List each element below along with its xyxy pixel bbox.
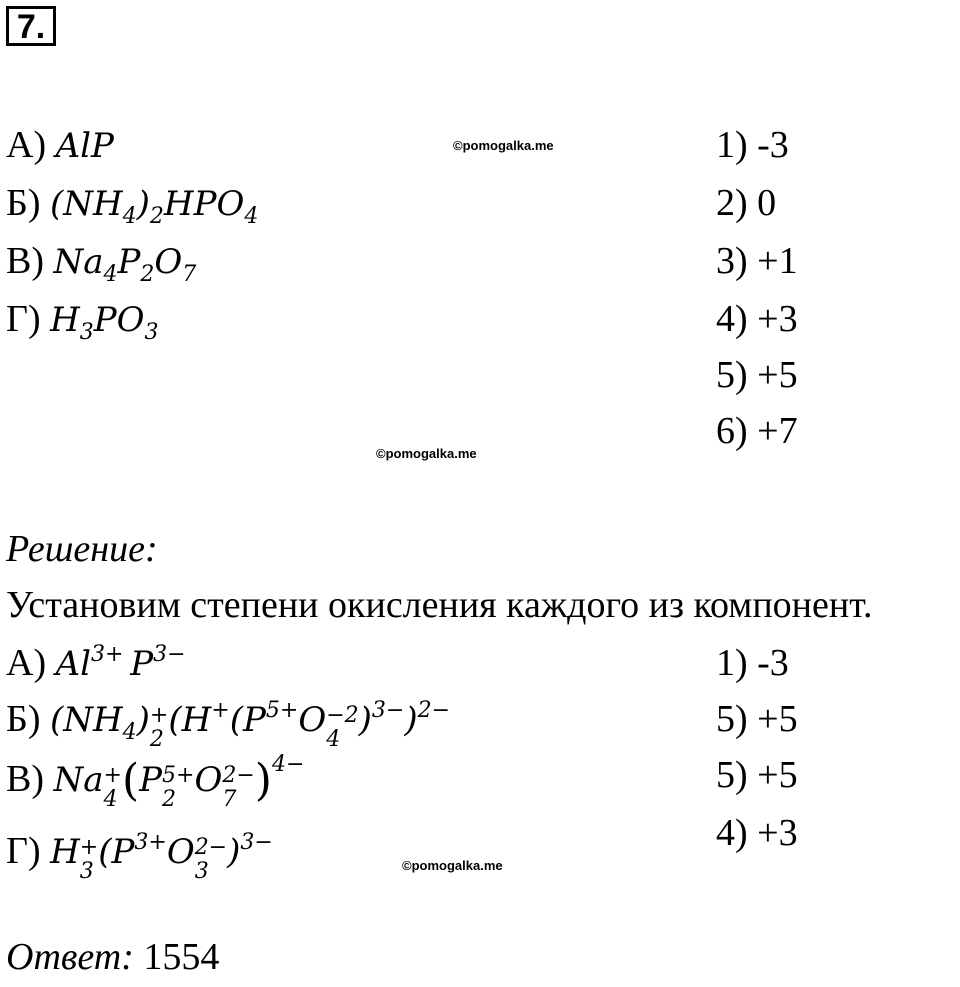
oxidation-formula-ammonium-phosphate: $(NH_4)$ + 2 ($H^+(P^{5+}O$ −2 4 )$^{3-}$)$^{2-}$	[49, 698, 451, 753]
formula-ammonium-phosphate: $(NH_4)_2HPO_4$	[49, 184, 259, 229]
item-letter: Г)	[6, 830, 41, 872]
option-4: 4) +3	[716, 298, 798, 340]
item-letter: Б)	[6, 182, 41, 224]
watermark: ©pomogalka.me	[453, 138, 554, 153]
option-2: 2) 0	[716, 182, 777, 224]
solution-item-d	[6, 828, 273, 883]
question-item-a	[6, 122, 114, 169]
item-letter: А)	[6, 124, 47, 166]
oxidation-formula-alp: $Al^{3+}$ $P^{3-}$	[55, 642, 186, 684]
question-item-c	[6, 238, 196, 285]
solution-item-b	[6, 696, 450, 751]
option-1: 1) -3	[716, 124, 789, 166]
question-item-d	[6, 296, 159, 343]
final-answer	[6, 934, 219, 980]
oxidation-formula-phosphorous-acid: H + 3 ($P^{3+}O$ 2− 3 )$^{3-}$	[50, 830, 273, 885]
watermark: ©pomogalka.me	[376, 446, 477, 461]
item-letter: В)	[6, 758, 44, 800]
watermark: ©pomogalka.me	[402, 858, 503, 873]
solution-answer-d: 4) +3	[716, 812, 798, 854]
solution-item-c	[6, 752, 305, 813]
answer-label: Ответ:	[6, 936, 134, 978]
solution-heading: Решение:	[6, 528, 158, 570]
option-6: 6) +7	[716, 410, 798, 452]
solution-item-a	[6, 640, 186, 687]
item-letter: В)	[6, 240, 44, 282]
solution-intro: Установим степени окисления каждого из компонент.	[6, 584, 873, 626]
formula-alp: AlP	[55, 126, 114, 166]
solution-answer-b: 5) +5	[716, 698, 798, 740]
solution-answer-c: 5) +5	[716, 754, 798, 796]
formula-sodium-pyrophosphate: $Na_4P_2O_7$	[53, 242, 197, 287]
item-letter: А)	[6, 642, 47, 684]
task-number: 7.	[6, 6, 56, 46]
oxidation-formula-sodium-pyrophosphate: Na + 4 (P 5+ 2 O 2− 7 )$^{4-}$	[53, 752, 305, 813]
question-item-b	[6, 180, 258, 227]
answer-value: 1554	[143, 936, 220, 978]
option-3: 3) +1	[716, 240, 798, 282]
option-5: 5) +5	[716, 354, 798, 396]
solution-answer-a: 1) -3	[716, 642, 789, 684]
formula-phosphorous-acid: $H_3PO_3$	[50, 300, 159, 345]
item-letter: Г)	[6, 298, 41, 340]
item-letter: Б)	[6, 698, 41, 740]
